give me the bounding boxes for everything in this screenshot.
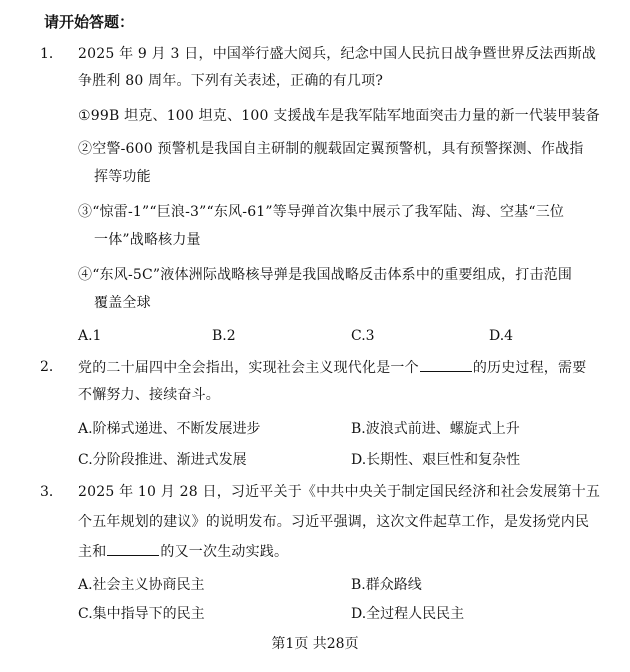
question-text: 2025 年 9 月 3 日，中国举行盛大阅兵，纪念中国人民抗日战争暨世界反法西斯战	[78, 46, 597, 62]
question-number: 3．	[40, 484, 63, 500]
option-a[interactable]: A.阶梯式递进、不断发展进步	[78, 421, 261, 437]
option-d[interactable]: D.长期性、艰巨性和复杂性	[351, 452, 521, 468]
question-text: 不懈努力、接续奋斗。	[78, 387, 220, 403]
question-number: 1．	[40, 46, 63, 62]
question-text: 个五年规划的建议》的说明发布。习近平强调，这次文件起草工作，是发扬党内民	[78, 514, 590, 530]
question-text: 2025 年 10 月 28 日，习近平关于《中共中央关于制定国民经济和社会发展第十五	[78, 484, 601, 500]
statement-2-cont: 挥等功能	[94, 169, 151, 185]
option-c[interactable]: C.分阶段推进、渐进式发展	[78, 452, 247, 468]
answer-blank	[420, 357, 472, 372]
statement-3: ③“惊雷-1”“巨浪-3”“东风-61”等导弹首次集中展示了我军陆、海、空基“三位	[78, 204, 565, 220]
option-b[interactable]: B.群众路线	[351, 577, 422, 593]
option-a[interactable]: A.社会主义协商民主	[78, 577, 205, 593]
question-text	[78, 541, 288, 562]
answer-blank	[107, 541, 159, 556]
text-before-blank: 主和	[78, 544, 107, 560]
option-d[interactable]: D.全过程人民民主	[351, 606, 465, 622]
statement-1: ①99B 坦克、100 坦克、100 支援战车是我军陆军地面突击力量的新一代装甲装备	[78, 108, 600, 124]
text-after-blank: 的又一次生动实践。	[160, 544, 289, 560]
option-d[interactable]: D.4	[489, 328, 514, 344]
question-number: 2．	[40, 359, 63, 375]
option-a[interactable]: A.1	[78, 328, 102, 344]
statement-2: ②空警-600 预警机是我国自主研制的舰载固定翼预警机，具有预警探测、作战指	[78, 141, 584, 157]
option-b[interactable]: B.2	[212, 328, 236, 344]
text-after-blank: 的历史过程，需要	[472, 360, 587, 376]
statement-3-cont: 一体”战略核力量	[94, 232, 201, 248]
option-c[interactable]: C.3	[351, 328, 375, 344]
text-before-blank: 党的二十届四中全会指出，实现社会主义现代化是一个	[78, 360, 419, 376]
statement-4: ④“东风-5C”液体洲际战略核导弹是我国战略反击体系中的重要组成，打击范围	[78, 267, 573, 283]
statement-4-cont: 覆盖全球	[94, 295, 151, 311]
page-heading: 请开始答题：	[44, 13, 135, 31]
question-text: 争胜利 80 周年。下列有关表述，正确的有几项?	[78, 73, 384, 89]
page-footer: 第1页 共28页	[271, 636, 359, 652]
question-text	[78, 357, 586, 378]
option-c[interactable]: C.集中指导下的民主	[78, 606, 205, 622]
option-b[interactable]: B.波浪式前进、螺旋式上升	[351, 421, 520, 437]
